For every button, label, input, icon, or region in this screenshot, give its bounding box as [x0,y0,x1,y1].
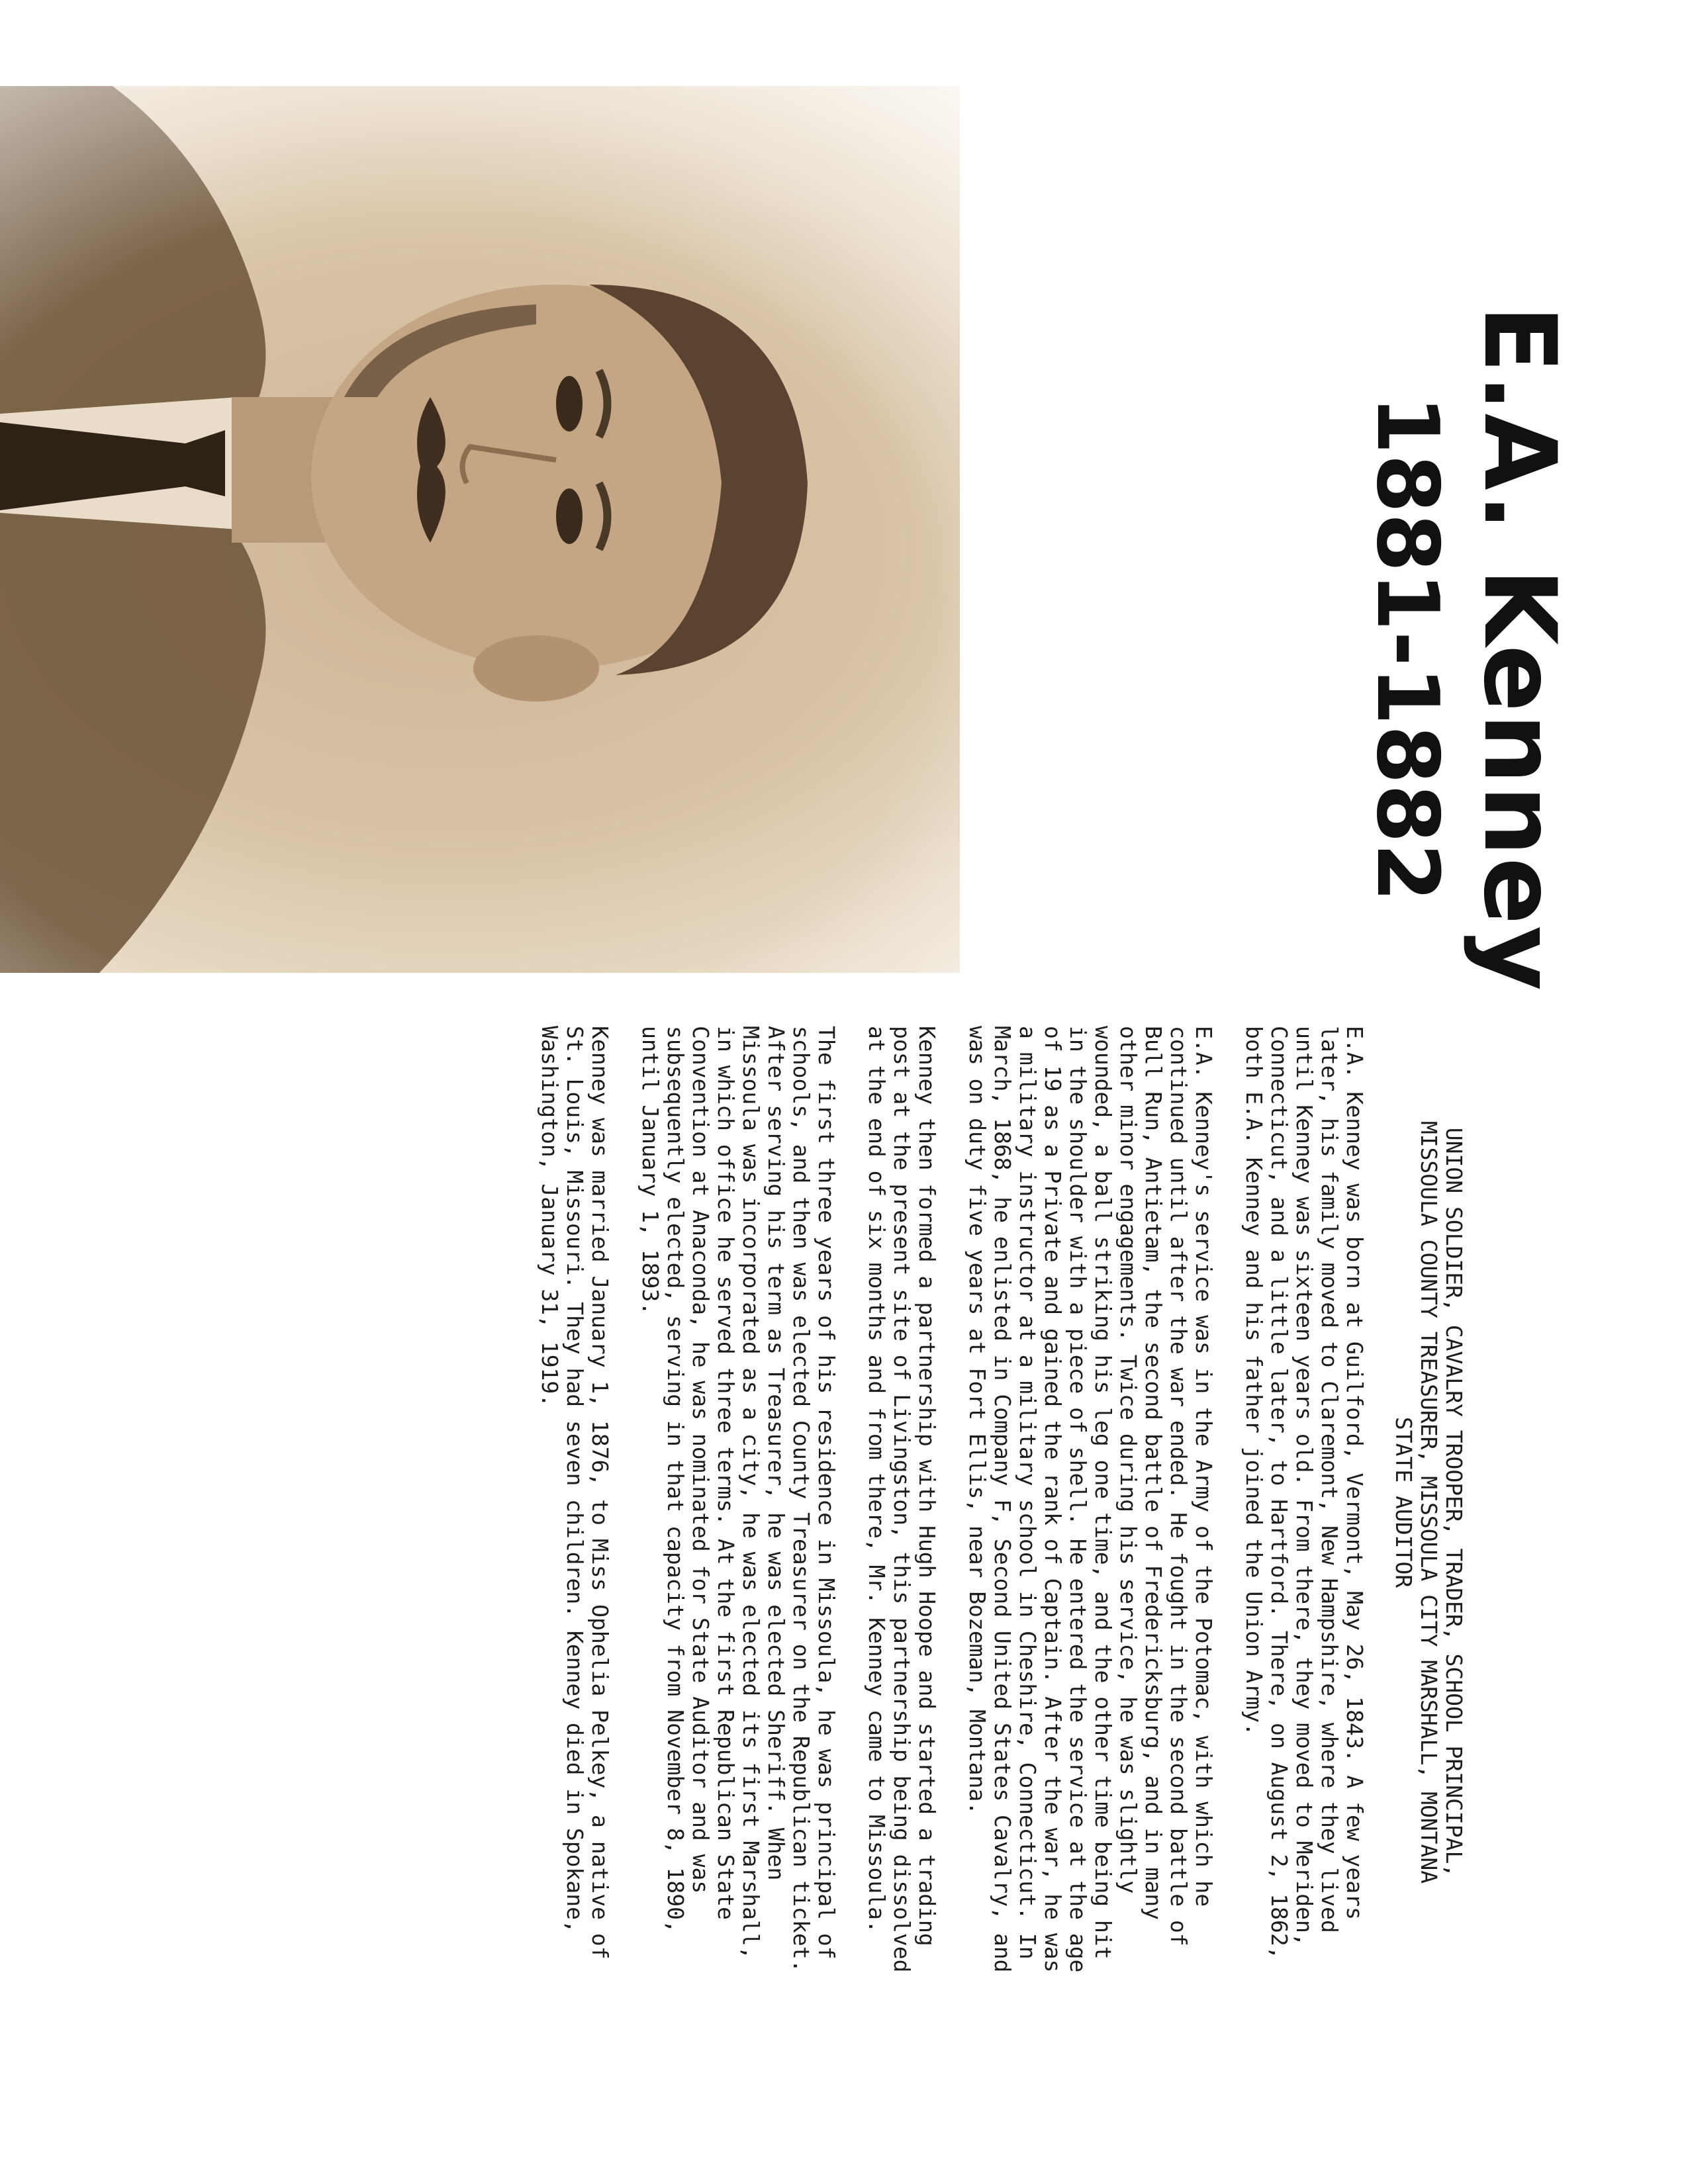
paragraph-missoula-career: The first three years of his residence in Missoula, he was principal of schools, and then was elected County Treasurer on the Republican ticket. After serving his term as Treasurer, he was elected Sheriff. When Missoula was incorporated as a city, he was elected its first Marshall, in which office he served three terms. At the first Republican State Convention at Anaconda, he was nominated for State Auditor and was subsequently elected, serving in that capacity from November 8, 1890, until January 1, 1893. [637,1026,839,1973]
page-title: E.A. Kenney [1462,305,1577,992]
paragraph-trading-post: Kenney then formed a partnership with Hugh Hoope and started a trading post at the present site of Livingston, this partnership being dissolved at the end of six months and from there, Mr. Kenney came to Missoula. [864,1026,940,1973]
subtitle-line-1: UNION SOLDIER, CAVALRY TROOPER, TRADER, SCHOOL PRINCIPAL, [1441,1127,1467,1878]
paragraph-military-service: E.A. Kenney's service was in the Army of the Potomac, with which he continued until after the war ended. He fought in the second battle of Bull Run, Antietam, the second battle of Fredericksburg, and in many other minor engagements. Twice during his service, he was slightly wounded, a ball striking his leg one time, and the other time being hit in the shoulder with a piece of shell. He entered the service at the age of 19 as a Private and gained the rank of Captain. After the war, he was a military instructor at a military school in Cheshire, Connecticut. In March, 1868, he enlisted in Company F, Second United States Cavalry, and was on duty five years at Fort Ellis, near Bozeman, Montana. [964,1026,1217,1973]
biography-text [512,1026,1466,1979]
title-years: 1881-1882 [1358,395,1456,902]
subtitle-block [1391,1026,1466,1979]
subtitle-line-2: MISSOULA COUNTY TREASURER, MISSOULA CITY MARSHALL, MONTANA [1416,1120,1442,1884]
photo-vignette [0,86,960,973]
title-block [1357,278,1575,1019]
paragraph-marriage-death: Kenney was married January 1, 1876, to Miss Ophelia Pelkey, a native of St. Louis, Missouri. They had seven children. Kenney died in Spokane, Washington, January 31, 1919. [537,1026,613,1960]
paragraph-birth: E.A. Kenney was born at Guilford, Vermont, May 26, 1843. A few years later, his family moved to Claremont, New Hampshire, where they lived until Kenney was sixteen years old. From there, they moved to Meriden, Connecticut, and a little later, to Hartford. There, on August 2, 1862, both E.A. Kenney and his father joined the Union Army. [1241,1026,1368,1960]
portrait-photo [0,86,960,973]
subtitle-line-3: STATE AUDITOR [1391,1416,1417,1588]
